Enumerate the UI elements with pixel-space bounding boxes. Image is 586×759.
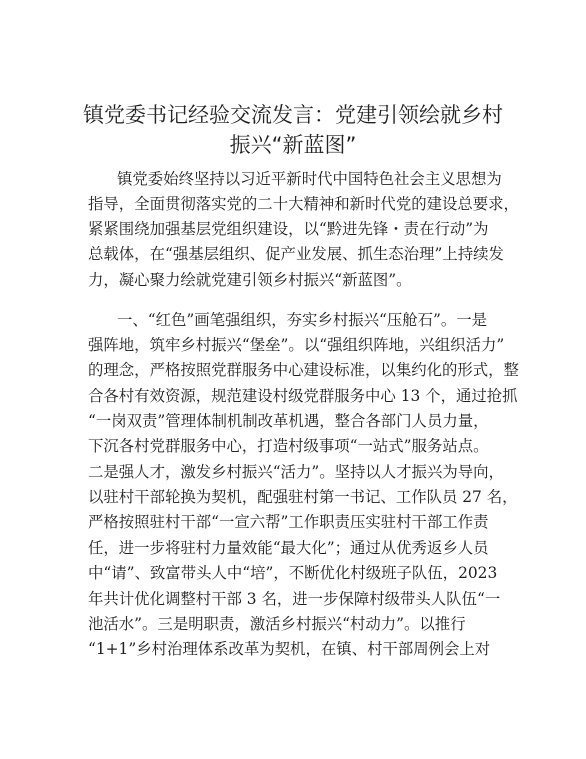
paragraph-section-one-line: 严格按照驻村干部“一宣六帮”工作职责压实驻村干部工作责 [88,513,489,531]
paragraph-section-one-line: 年共计优化调整村干部 3 名，进一步保障村级带头人队伍“一 [88,590,501,608]
paragraph-section-one-line: “1+1”乡村治理体系改革为契机，在镇、村干部周例会上对 [88,640,491,658]
document-title-line-1: 镇党委书记经验交流发言：党建引领绘就乡村 [83,103,503,127]
paragraph-intro-line: 镇党委始终坚持以习近平新时代中国特色社会主义思想为 [117,170,502,188]
paragraph-section-one-line: 一、“红色”画笔强组织，夯实乡村振兴“压舱石”。一是 [117,311,488,329]
paragraph-section-one-line: 合各村有效资源，规范建设村级党群服务中心 13 个，通过抢抓 [88,387,518,405]
paragraph-section-one-line: 以驻村干部轮换为契机，配强驻村第一书记、工作队员 27 名， [88,488,518,506]
paragraph-section-one-line: 中“请”、致富带头人中“培”，不断优化村级班子队伍，2023 [88,564,498,582]
paragraph-intro-line: 力，凝心聚力绘就党建引领乡村振兴“新蓝图”。 [88,271,412,289]
paragraph-section-one-line: “一岗双责”管理体制机制改革机遇，整合各部门人员力量， [88,412,489,430]
paragraph-section-one-line: 二是强人才，激发乡村振兴“活力”。坚持以人才振兴为导向， [88,463,504,481]
paragraph-section-one-line: 强阵地，筑牢乡村振兴“堡垒”。以“强组织阵地，兴组织活力” [88,336,505,354]
paragraph-intro-line: 紧紧围绕加强基层党组织建设，以“黔进先锋・责在行动”为 [88,220,489,238]
paragraph-intro-line: 指导，全面贯彻落实党的二十大精神和新时代党的建设总要求， [88,195,519,213]
paragraph-section-one-line: 池活水”。三是明职责，激活乡村振兴“村动力”。以推行 [88,615,466,633]
paragraph-section-one-line: 任，进一步将驻村力量效能“最大化”；通过从优秀返乡人员 [88,539,489,557]
paragraph-section-one-line: 下沉各村党群服务中心，打造村级事项“一站式”服务站点。 [88,437,489,455]
paragraph-intro-line: 总载体，在“强基层组织、促产业发展、抓生态治理”上持续发 [88,245,504,263]
document-title-line-2: 振兴“新蓝图” [229,133,357,157]
paragraph-section-one-line: 的理念，严格按照党群服务中心建设标准，以集约化的形式，整 [88,361,519,379]
